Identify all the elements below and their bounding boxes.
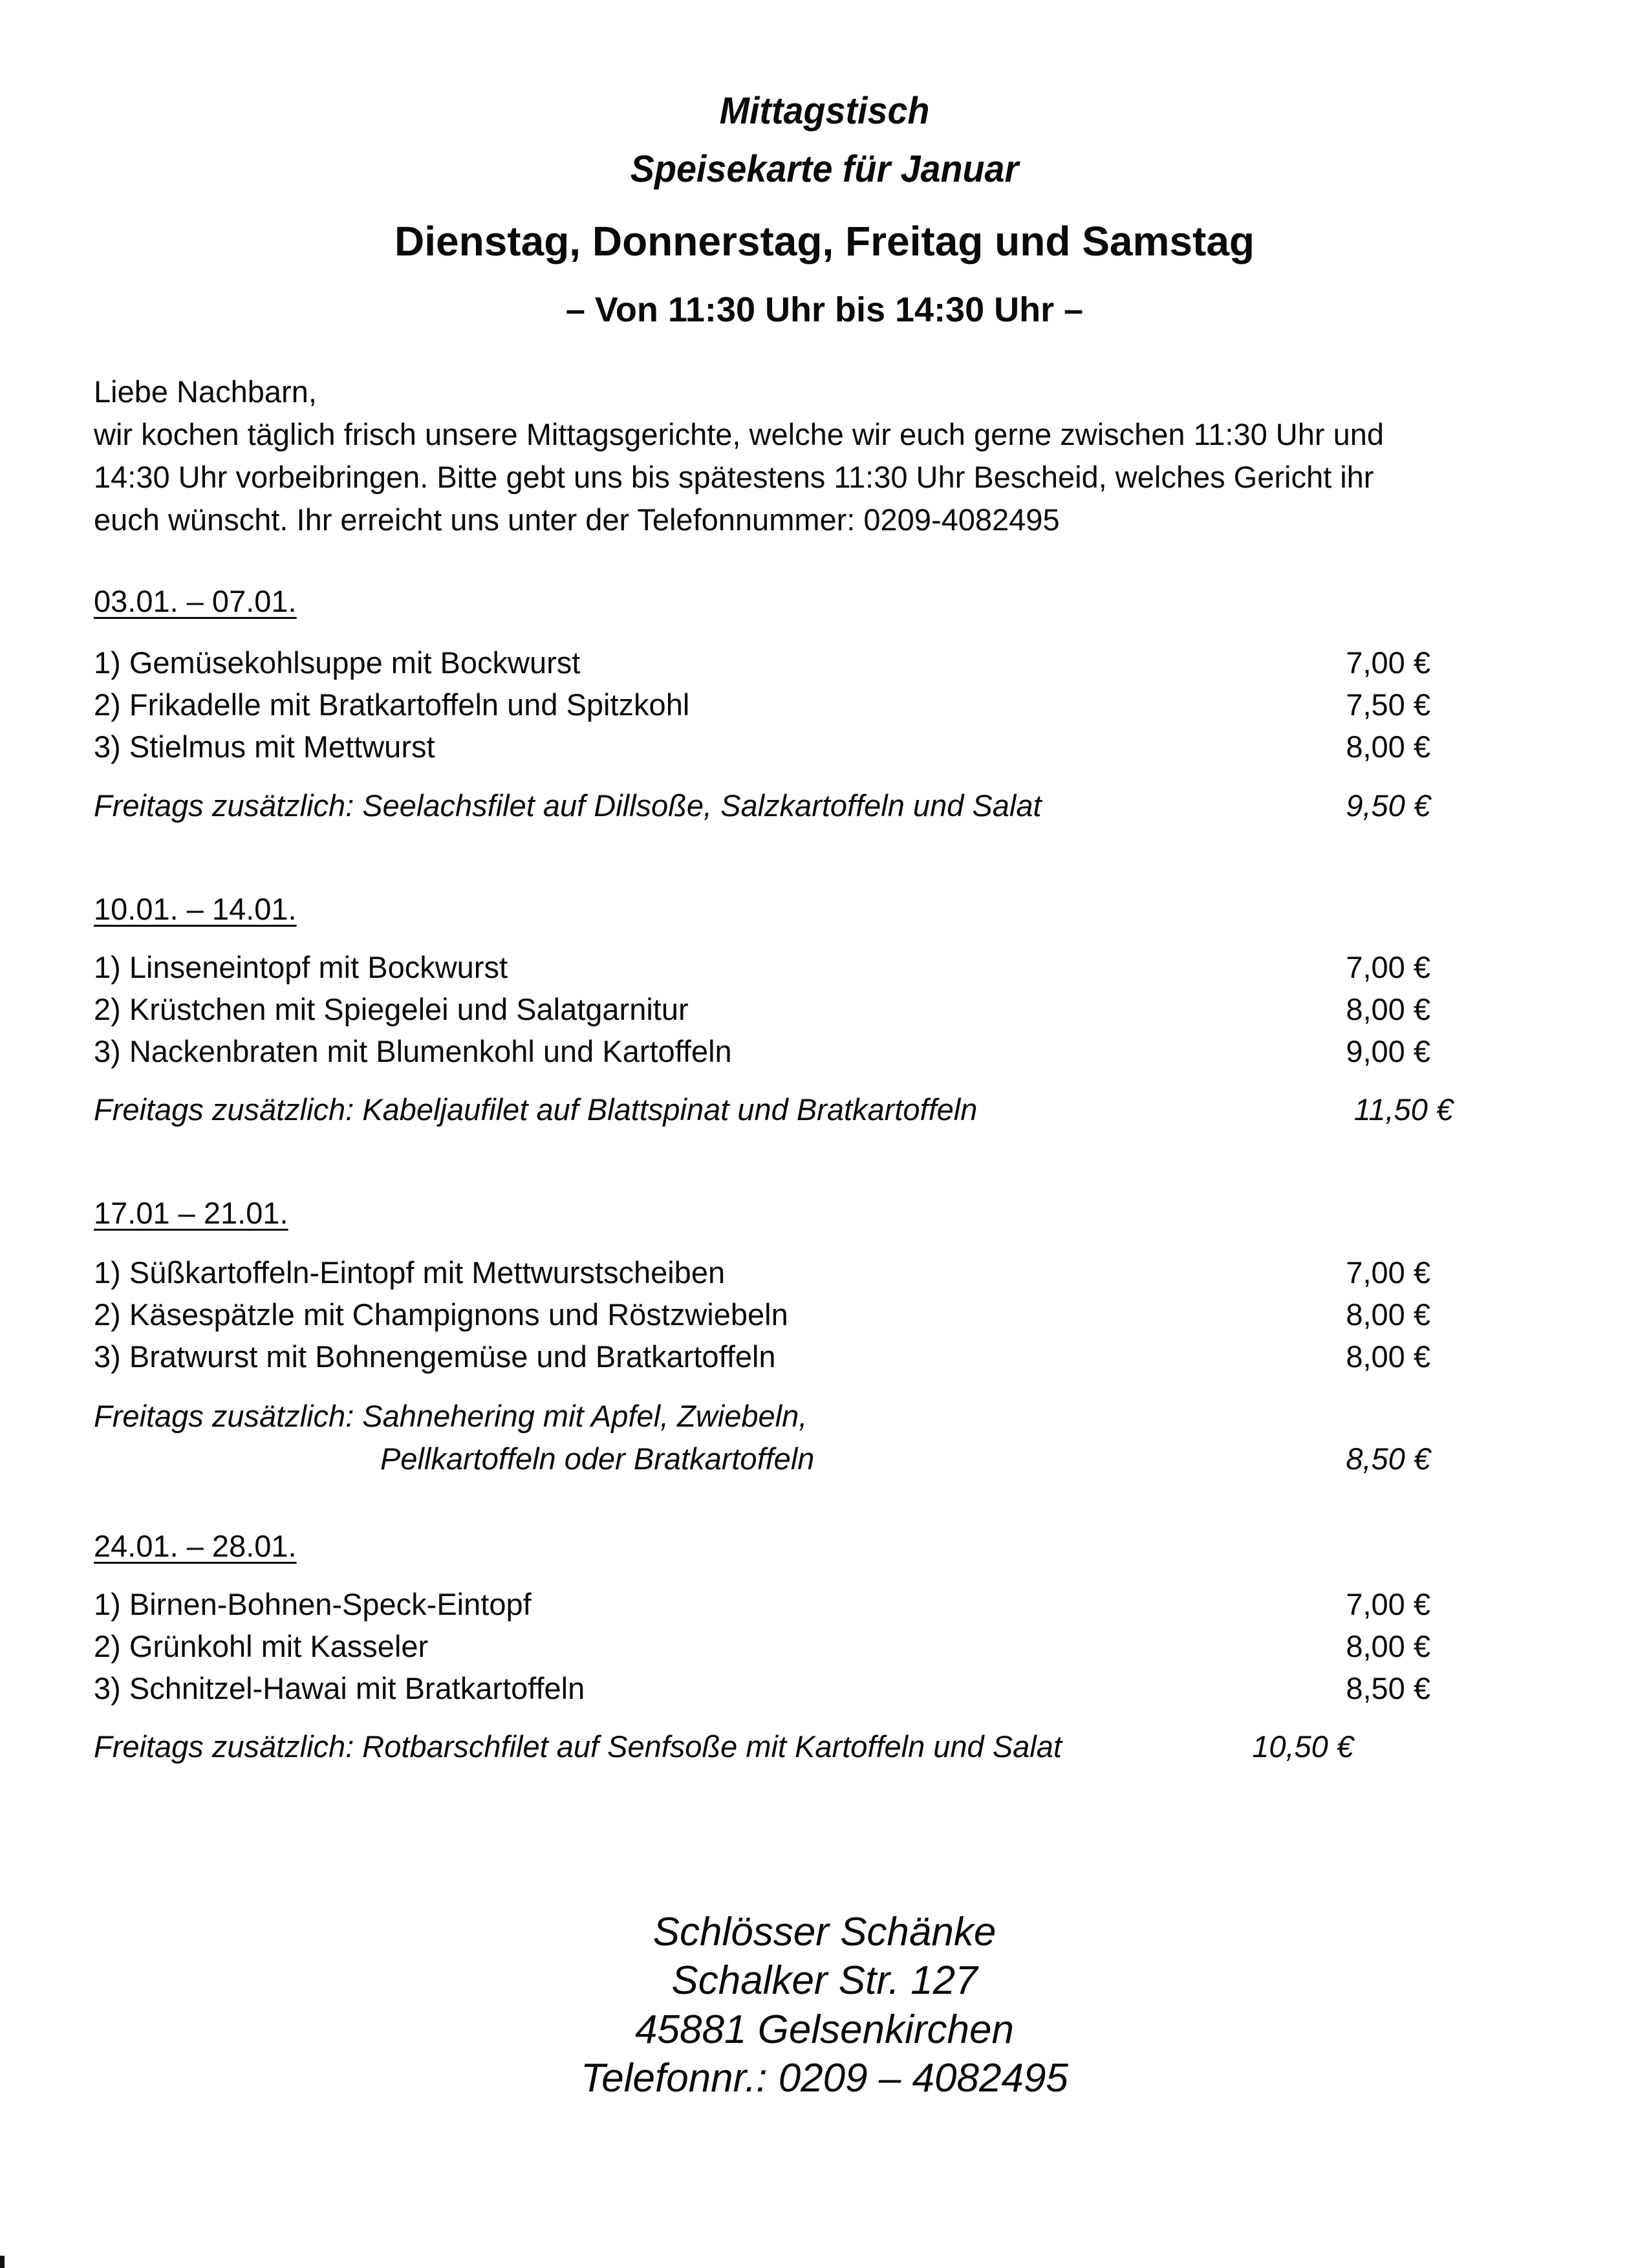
dish-price: 8,00 € (1346, 1339, 1430, 1374)
week-range: 03.01. – 07.01. (94, 584, 297, 618)
intro-line: wir kochen täglich frisch unsere Mittagsgerichte, welche wir euch gerne zwischen 11:30 Uhr und (94, 417, 1384, 451)
restaurant-street: Schalker Str. 127 (671, 1958, 978, 2003)
dish-name: 2) Käsespätzle mit Champignons und Röstzwiebeln (94, 1297, 788, 1332)
friday-special: Freitags zusätzlich: Rotbarschfilet auf Senfsoße mit Kartoffeln und Salat (94, 1729, 1062, 1764)
dish-price: 7,00 € (1346, 1587, 1430, 1621)
intro-line: euch wünscht. Ihr erreicht uns unter der Telefonnummer: 0209-4082495 (94, 502, 1060, 537)
dish-name: 3) Stielmus mit Mettwurst (94, 729, 435, 764)
dish-price: 7,00 € (1346, 950, 1430, 984)
dish-price: 9,00 € (1346, 1034, 1430, 1068)
dish-price: 8,00 € (1346, 1297, 1430, 1332)
dish-price: 7,00 € (1346, 645, 1430, 680)
dish-name: 3) Schnitzel-Hawai mit Bratkartoffeln (94, 1671, 585, 1705)
friday-special-continued: Pellkartoffeln oder Bratkartoffeln (380, 1442, 815, 1476)
friday-special: Freitags zusätzlich: Kabeljaufilet auf Blattspinat und Bratkartoffeln (94, 1092, 978, 1127)
restaurant-phone: Telefonnr.: 0209 – 4082495 (581, 2056, 1068, 2101)
scan-artifact (0, 2256, 5, 2268)
week-range: 10.01. – 14.01. (94, 892, 297, 926)
dish-price: 8,50 € (1346, 1671, 1430, 1705)
friday-special-price: 11,50 € (1353, 1092, 1453, 1127)
restaurant-name: Schlösser Schänke (652, 1910, 997, 1954)
dish-name: 3) Bratwurst mit Bohnengemüse und Bratkartoffeln (94, 1339, 776, 1374)
dish-price: 8,00 € (1346, 1629, 1430, 1663)
intro-line: 14:30 Uhr vorbeibringen. Bitte gebt uns bis spätestens 11:30 Uhr Bescheid, welches Gericht ihr (94, 460, 1374, 494)
friday-special-price: 10,50 € (1252, 1729, 1353, 1764)
friday-special: Freitags zusätzlich: Sahnehering mit Apfel, Zwiebeln, (94, 1399, 808, 1433)
friday-special-price: 8,50 € (1346, 1442, 1430, 1476)
friday-special-price: 9,50 € (1346, 788, 1430, 823)
week-range: 17.01 – 21.01. (94, 1196, 288, 1230)
menu-title: Mittagstisch (719, 90, 930, 132)
dish-name: 2) Grünkohl mit Kasseler (94, 1629, 429, 1663)
service-days: Dienstag, Donnerstag, Freitag und Samstag (394, 218, 1255, 265)
greeting: Liebe Nachbarn, (94, 374, 317, 409)
menu-subtitle: Speisekarte für Januar (630, 148, 1019, 190)
dish-name: 2) Krüstchen mit Spiegelei und Salatgarnitur (94, 992, 689, 1026)
dish-name: 2) Frikadelle mit Bratkartoffeln und Spitzkohl (94, 687, 690, 722)
dish-price: 7,00 € (1346, 1255, 1430, 1290)
dish-price: 8,00 € (1346, 992, 1430, 1026)
restaurant-city: 45881 Gelsenkirchen (635, 2007, 1014, 2052)
dish-name: 1) Birnen-Bohnen-Speck-Eintopf (94, 1587, 532, 1621)
dish-name: 1) Gemüsekohlsuppe mit Bockwurst (94, 645, 581, 680)
dish-name: 1) Süßkartoffeln-Eintopf mit Mettwurstscheiben (94, 1255, 726, 1290)
week-range: 24.01. – 28.01. (94, 1529, 297, 1563)
dish-name: 3) Nackenbraten mit Blumenkohl und Kartoffeln (94, 1034, 732, 1068)
dish-name: 1) Linseneintopf mit Bockwurst (94, 950, 508, 984)
service-hours: – Von 11:30 Uhr bis 14:30 Uhr – (565, 290, 1084, 329)
friday-special: Freitags zusätzlich: Seelachsfilet auf Dillsoße, Salzkartoffeln und Salat (94, 788, 1042, 823)
dish-price: 7,50 € (1346, 687, 1430, 722)
dish-price: 8,00 € (1346, 729, 1430, 764)
